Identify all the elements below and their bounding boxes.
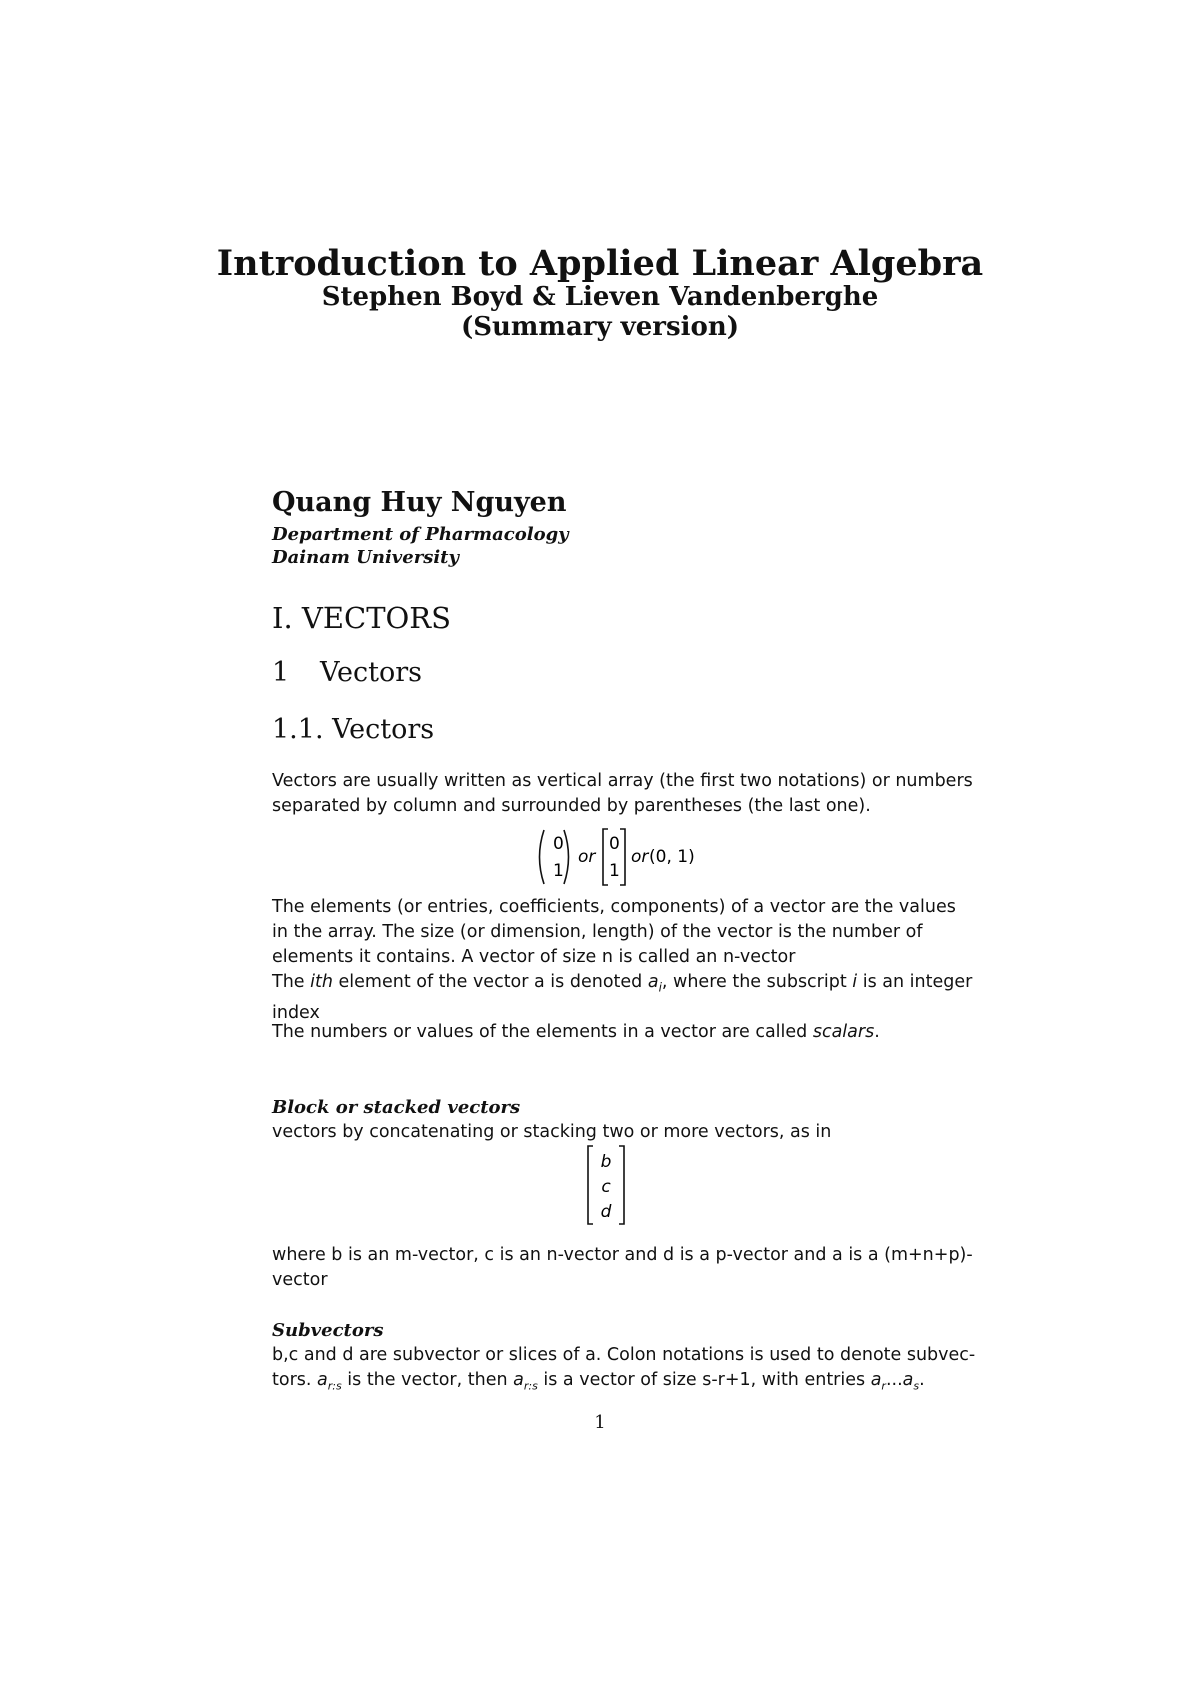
document-title: Introduction to Applied Linear Algebra <box>216 243 984 284</box>
scalars-term: scalars <box>812 1022 875 1042</box>
author-name: Quang Huy Nguyen <box>272 487 567 518</box>
right-bracket <box>619 1146 624 1224</box>
entry-c: c <box>601 1177 611 1197</box>
subvectors-section <box>272 1318 976 1399</box>
entry-1: 1 <box>553 861 564 881</box>
section-number: 1 <box>272 657 290 688</box>
text-line: tors. $a_{r:s}$ is the vector, then $a_{r:s}$ is a vector of size s-r+1, with entries $a_r...a_s$. <box>272 1370 925 1393</box>
paragraph-notation <box>272 769 976 819</box>
part-heading: I. VECTORS <box>272 601 452 635</box>
text-line: vectors by concatenating or stacking two or more vectors, as in <box>272 1122 832 1142</box>
entry-0: 0 <box>553 834 564 854</box>
page-number: 1 <box>594 1412 606 1433</box>
text-line: Vectors are usually written as vertical array (the first two notations) or numbers <box>272 771 973 791</box>
version-note: (Summary version) <box>460 312 740 342</box>
section-heading <box>272 657 422 688</box>
paragraph-elements <box>272 895 976 970</box>
block-vectors-heading: Block or stacked vectors <box>272 1097 521 1118</box>
text-line: The ith element of the vector a is denoted $a_i$, where the subscript i is an integer <box>272 972 973 995</box>
text-line: where b is an m-vector, c is an n-vector and d is a p-vector and a is a (m+n+p)- <box>272 1245 973 1265</box>
paragraph-stacked-description <box>272 1243 976 1293</box>
author-university: Dainam University <box>272 547 459 568</box>
entry-d: d <box>600 1202 612 1222</box>
ith-term: ith <box>310 972 333 992</box>
text-line: index <box>272 1002 320 1023</box>
text-line: The numbers or values of the elements in a vector are called scalars. <box>272 1022 880 1042</box>
subsection-heading: 1.1. Vectors <box>272 714 435 745</box>
paragraph-scalars <box>272 1020 976 1045</box>
tuple-text: (0, 1) <box>649 847 695 867</box>
right-bracket <box>620 829 625 885</box>
author-department: Department of Pharmacology <box>272 524 569 545</box>
left-paren <box>540 830 545 884</box>
a-symbol: a <box>647 972 659 992</box>
entry-1: 1 <box>609 861 620 881</box>
book-authors: Stephen Boyd & Lieven Vandenberghe <box>321 282 879 312</box>
section-title: Vectors <box>320 657 422 688</box>
text-line: elements it contains. A vector of size n is called an n-vector <box>272 947 796 967</box>
vector-notation-equation <box>534 826 724 888</box>
stacked-vector <box>586 1144 626 1226</box>
text-line: in the array. The size (or dimension, length) of the vector is the number of <box>272 922 923 942</box>
or-text: or <box>631 847 649 867</box>
text-line: b,c and d are subvector or slices of a. Colon notations is used to denote subvec- <box>272 1345 976 1365</box>
entry-b: b <box>600 1152 612 1172</box>
paragraph-ith-element <box>272 970 976 1026</box>
block-vectors-section <box>272 1095 976 1145</box>
text-line: separated by column and surrounded by parentheses (the last one). <box>272 796 871 816</box>
left-bracket <box>603 829 608 885</box>
subvectors-heading: Subvectors <box>272 1320 384 1341</box>
text-line: The elements (or entries, coefficients, components) of a vector are the values <box>272 897 956 917</box>
entry-0: 0 <box>609 834 620 854</box>
left-bracket <box>588 1146 593 1224</box>
text-line: vector <box>272 1270 328 1290</box>
or-text: or <box>578 847 596 867</box>
right-paren <box>564 830 569 884</box>
